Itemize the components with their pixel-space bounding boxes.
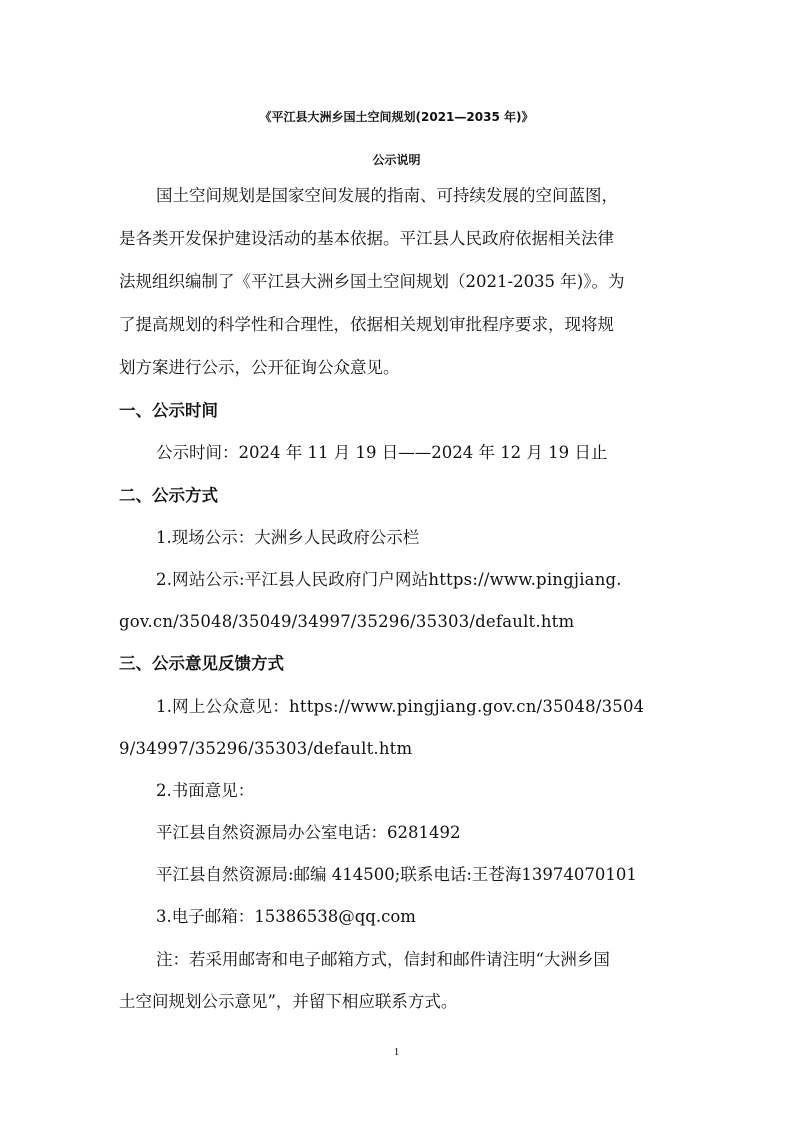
section3-item2: 2.书面意见： [156,781,255,800]
section2-item2-line1: 2.网站公示:平江县人民政府门户网站https://www.pingjiang. [156,570,622,589]
document-title: 《平江县大洲乡国土空间规划(2021—2035 年)》 [259,110,534,124]
section2-heading: 二、公示方式 [119,486,218,505]
page-number: 1 [393,1046,400,1058]
section3-item1-line1: 1.网上公众意见：https://www.pingjiang.gov.cn/35048/3504 [156,697,645,716]
section3-heading: 三、公示意见反馈方式 [119,654,284,673]
intro-line-3: 法规组织编制了《平江县大洲乡国土空间规划（2021-2035 年)》。为 [119,272,625,291]
section3-item3-email: 3.电子邮箱：15386538@qq.com [156,907,416,926]
section2-item2-line2: gov.cn/35048/35049/34997/35296/35303/default.htm [119,612,575,631]
section3-note-line2: 土空间规划公示意见”，并留下相应联系方式。 [119,992,458,1011]
section2-item1: 1.现场公示：大洲乡人民政府公示栏 [156,528,420,547]
section1-heading: 一、公示时间 [119,401,218,420]
intro-line-4: 了提高规划的科学性和合理性，依据相关规划审批程序要求，现将规 [119,315,614,334]
section3-office-phone: 平江县自然资源局办公室电话：6281492 [156,823,461,842]
intro-line-1: 国土空间规划是国家空间发展的指南、可持续发展的空间蓝图， [156,186,618,205]
intro-line-2: 是各类开发保护建设活动的基本依据。平江县人民政府依据相关法律 [119,229,614,248]
section1-time: 公示时间：2024 年 11 月 19 日——2024 年 12 月 19 日止 [156,443,608,462]
intro-line-5: 划方案进行公示，公开征询公众意见。 [119,358,400,377]
section3-mail-contact: 平江县自然资源局:邮编 414500;联系电话:王苍海13974070101 [156,865,637,884]
section3-note-line1: 注：若采用邮寄和电子邮箱方式，信封和邮件请注明“大洲乡国 [156,950,610,969]
document-subtitle: 公示说明 [372,153,421,167]
section3-item1-line2: 9/34997/35296/35303/default.htm [119,739,413,758]
